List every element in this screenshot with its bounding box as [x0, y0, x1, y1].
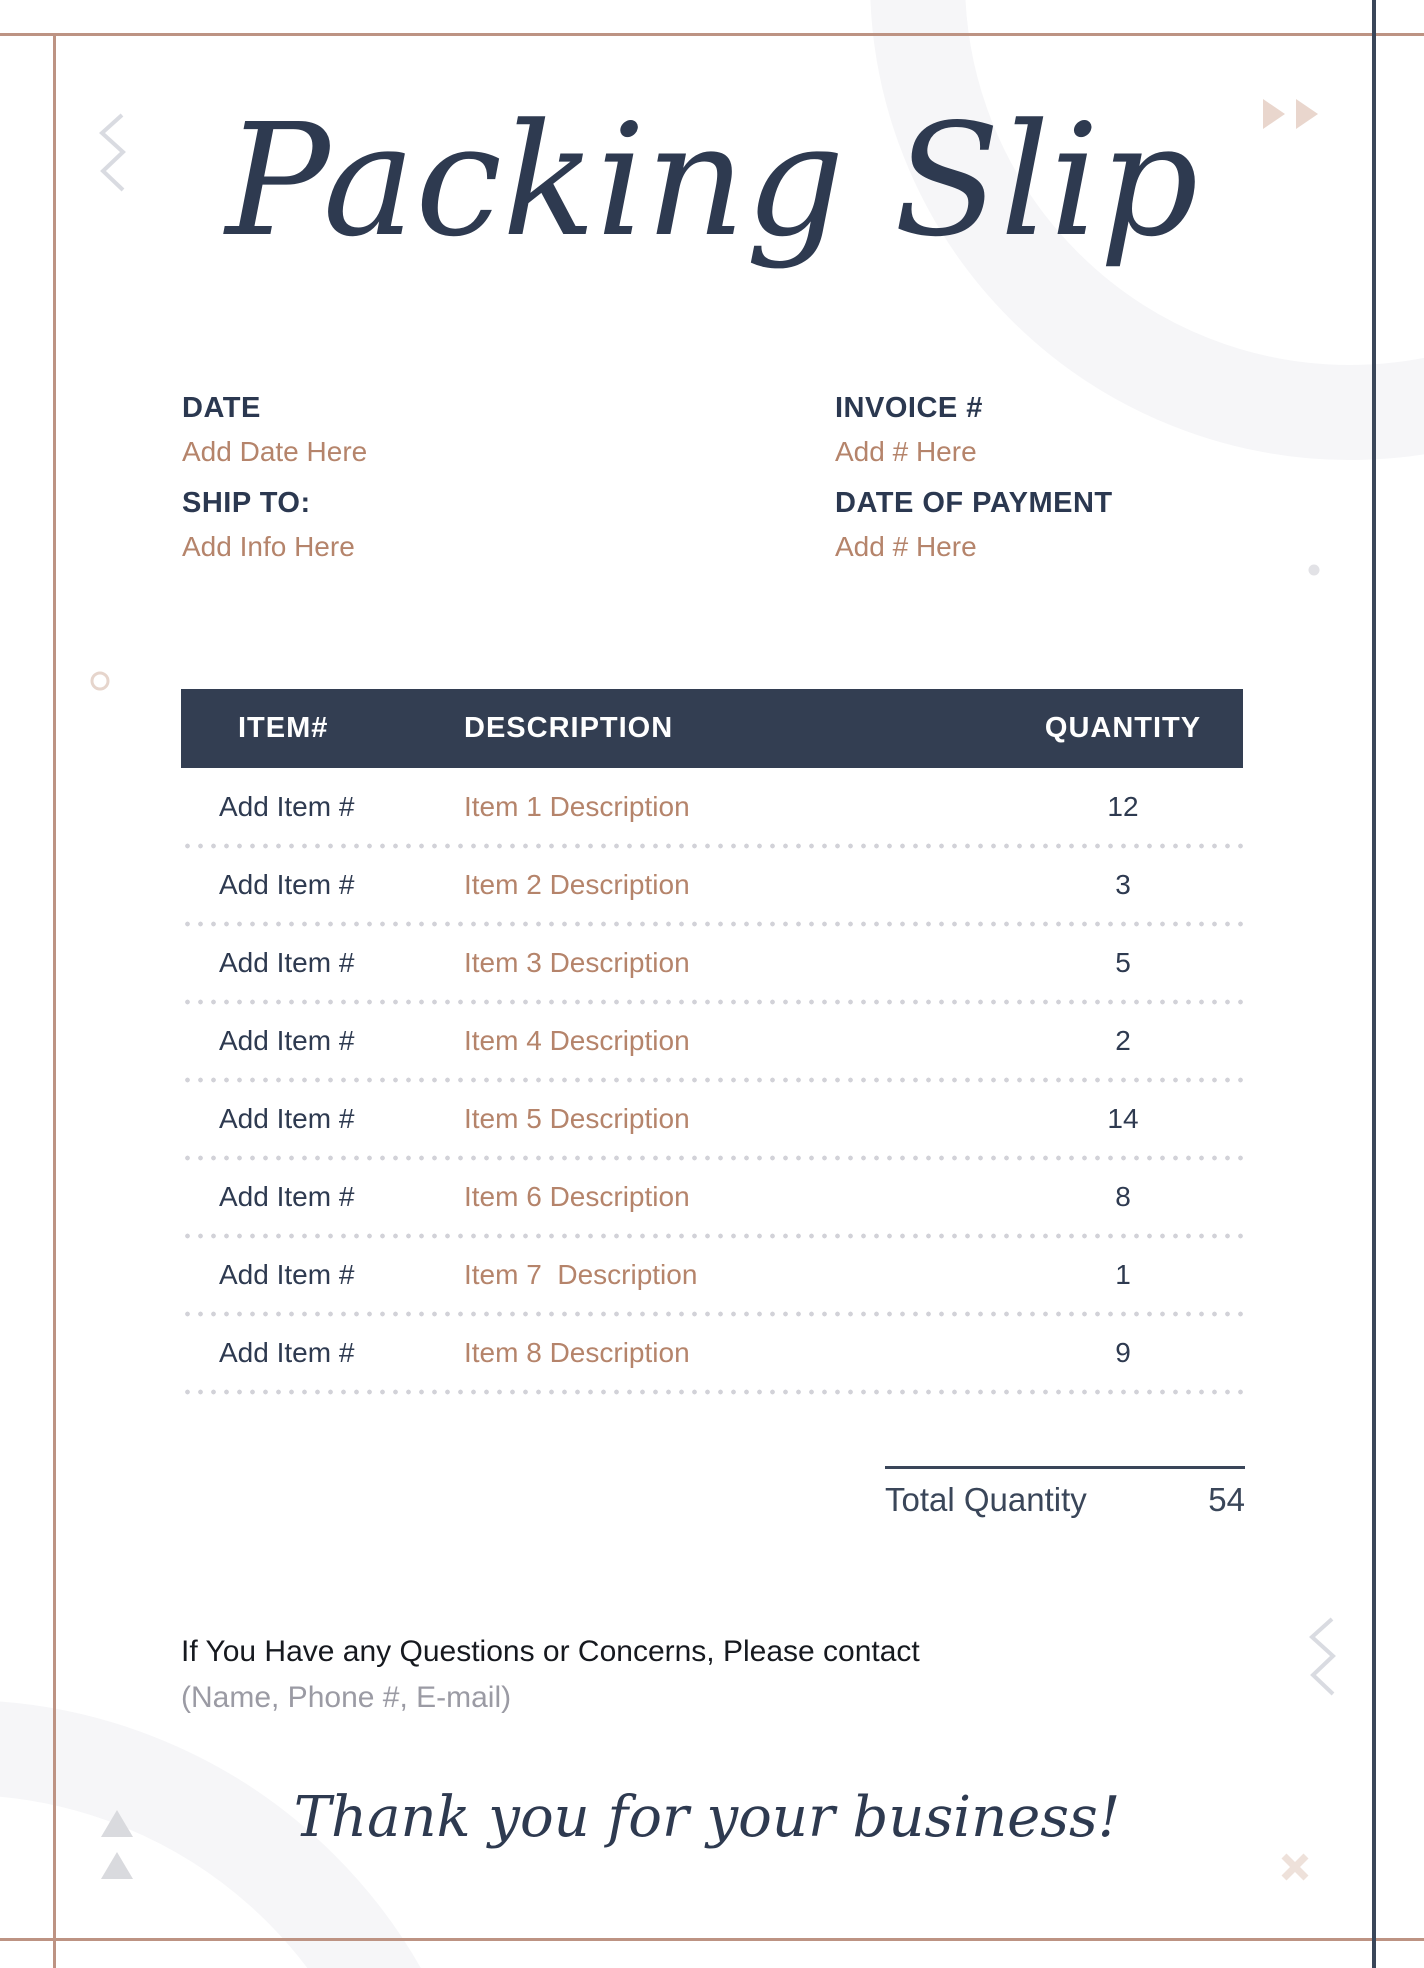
header-quantity: QUANTITY — [1044, 712, 1202, 744]
table-row — [181, 1158, 1243, 1236]
frame-line-top — [0, 33, 1424, 36]
item-quantity: 1 — [1115, 1259, 1131, 1290]
ship-to-value[interactable]: Add Info Here — [182, 531, 355, 562]
field-date — [182, 392, 367, 468]
payment-value[interactable]: Add # Here — [835, 531, 977, 562]
frame-line-left — [53, 33, 56, 1968]
item-quantity: 5 — [1115, 947, 1131, 978]
item-quantity: 2 — [1115, 1025, 1131, 1056]
item-quantity: 8 — [1115, 1181, 1131, 1212]
table-header-row — [181, 689, 1243, 768]
invoice-value[interactable]: Add # Here — [835, 436, 977, 467]
item-description[interactable]: Item 3 Description — [464, 947, 690, 978]
zigzag-icon-bottom-right — [1308, 1616, 1336, 1698]
dot-icon — [1308, 564, 1320, 576]
total-row — [885, 1481, 1245, 1519]
table-row — [181, 768, 1243, 846]
item-quantity: 12 — [1107, 791, 1139, 822]
item-number[interactable]: Add Item # — [219, 1025, 355, 1056]
item-number[interactable]: Add Item # — [219, 1103, 355, 1134]
table-row — [181, 1080, 1243, 1158]
item-quantity: 14 — [1107, 1103, 1139, 1134]
item-description[interactable]: Item 5 Description — [464, 1103, 690, 1134]
frame-line-bottom — [0, 1938, 1424, 1941]
item-description[interactable]: Item 1 Description — [464, 791, 690, 822]
payment-label: DATE OF PAYMENT — [835, 487, 1113, 519]
items-table — [181, 689, 1243, 1392]
field-invoice — [835, 392, 983, 468]
circle-outline-icon — [90, 671, 110, 691]
table-row — [181, 924, 1243, 1002]
item-number[interactable]: Add Item # — [219, 1181, 355, 1212]
date-value[interactable]: Add Date Here — [182, 436, 368, 467]
item-number[interactable]: Add Item # — [219, 1337, 355, 1368]
table-row — [181, 1236, 1243, 1314]
item-number[interactable]: Add Item # — [219, 791, 355, 822]
invoice-label: INVOICE # — [835, 392, 983, 424]
contact-placeholder[interactable]: (Name, Phone #, E-mail) — [181, 1681, 512, 1714]
item-quantity: 9 — [1115, 1337, 1131, 1368]
table-row — [181, 1314, 1243, 1392]
item-quantity: 3 — [1115, 869, 1131, 900]
contact-text: If You Have any Questions or Concerns, Please contact — [181, 1635, 920, 1668]
table-row — [181, 1002, 1243, 1080]
total-label: Total Quantity — [885, 1481, 1087, 1518]
field-ship-to — [182, 487, 355, 563]
field-date-of-payment — [835, 487, 1113, 563]
total-value: 54 — [1208, 1481, 1245, 1518]
item-description[interactable]: Item 2 Description — [464, 869, 690, 900]
table-row — [181, 846, 1243, 924]
close-icon — [1281, 1853, 1309, 1881]
item-number[interactable]: Add Item # — [219, 869, 355, 900]
row-separator — [181, 1389, 1243, 1395]
header-description: DESCRIPTION — [464, 712, 674, 744]
item-description[interactable]: Item 7 Description — [464, 1259, 698, 1290]
total-divider — [885, 1466, 1245, 1469]
item-number[interactable]: Add Item # — [219, 947, 355, 978]
thank-you-message: Thank you for your business! — [293, 1785, 1121, 1850]
item-description[interactable]: Item 8 Description — [464, 1337, 690, 1368]
item-number[interactable]: Add Item # — [219, 1259, 355, 1290]
frame-line-right — [1372, 0, 1376, 1968]
date-label: DATE — [182, 392, 261, 424]
item-description[interactable]: Item 4 Description — [464, 1025, 690, 1056]
header-item: ITEM# — [238, 712, 329, 744]
page-title: Packing Slip — [225, 90, 1199, 271]
item-description[interactable]: Item 6 Description — [464, 1181, 690, 1212]
ship-to-label: SHIP TO: — [182, 487, 311, 519]
